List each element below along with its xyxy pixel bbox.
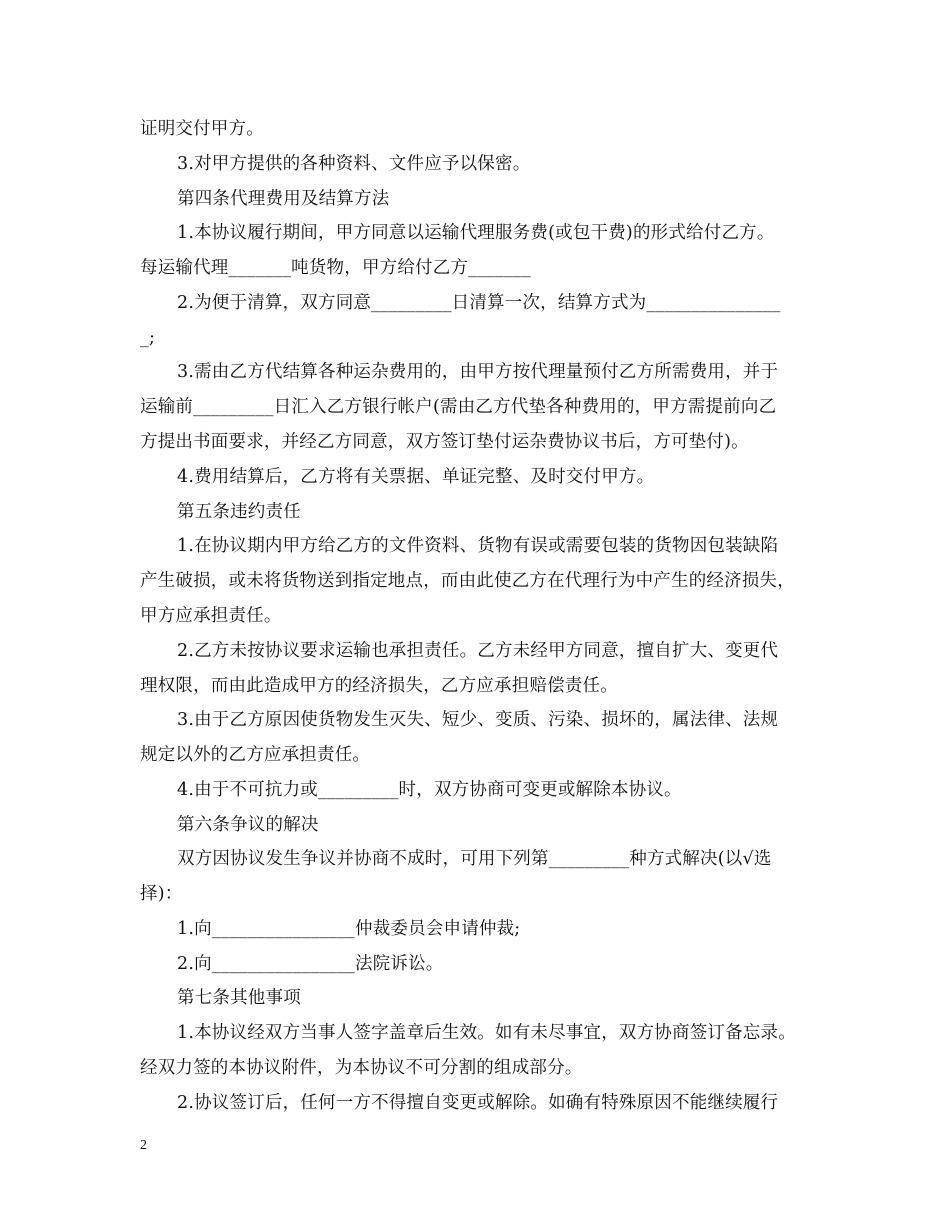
text-line: 3.对甲方提供的各种资料、文件应予以保密。: [177, 154, 531, 174]
section-heading: 第四条代理费用及结算方法: [177, 189, 390, 209]
section-heading: 第七条其他事项: [177, 988, 301, 1008]
text-line: 1.本协议履行期间，甲方同意以运输代理服务费(或包干费)的形式给付乙方。: [177, 223, 775, 243]
text-line: 择)：: [140, 884, 183, 904]
section-heading: 第五条违约责任: [177, 502, 301, 522]
text-line: 产生破损，或未将货物送到指定地点，而由此使乙方在代理行为中产生的经济损失，: [140, 571, 795, 591]
text-line: _;: [140, 328, 156, 348]
text-line: 理权限，而由此造成甲方的经济损失，乙方应承担赔偿责任。: [140, 676, 618, 696]
text-line: 每运输代理_______吨货物，甲方给付乙方_______: [140, 258, 531, 278]
text-line: 经双力签的本协议附件，为本协议不可分割的组成部分。: [140, 1058, 583, 1078]
text-line: 证明交付甲方。: [140, 119, 264, 139]
text-line: 3.由于乙方原因使货物发生灭失、短少、变质、污染、损坏的，属法律、法规: [177, 710, 779, 730]
text-line: 3.需由乙方代结算各种运杂费用的，由甲方按代理量预付乙方所需费用，并于: [177, 362, 779, 382]
text-line: 甲方应承担责任。: [140, 606, 282, 626]
text-line: 1.本协议经双方当事人签字盖章后生效。如有未尽事宜，双方协商签订备忘录。: [177, 1023, 796, 1043]
text-line: 方提出书面要求，并经乙方同意，双方签订垫付运杂费协议书后，方可垫付)。: [140, 432, 749, 452]
text-line: 1.在协议期内甲方给乙方的文件资料、货物有误或需要包装的货物因包装缺陷: [177, 536, 779, 556]
text-line: 2.乙方未按协议要求运输也承担责任。乙方未经甲方同意，擅自扩大、变更代: [177, 641, 779, 661]
text-line: 运输前_________日汇入乙方银行帐户(需由乙方代垫各种费用的，甲方需提前向乙: [140, 397, 777, 417]
text-line: 2.协议签订后，任何一方不得擅自变更或解除。如确有特殊原因不能继续履行: [177, 1093, 779, 1113]
text-line: 2.向________________法院诉讼。: [177, 954, 444, 974]
text-line: 4.由于不可抗力或_________时，双方协商可变更或解除本协议。: [177, 780, 682, 800]
section-heading: 第六条争议的解决: [177, 815, 319, 835]
text-line: 1.向________________仲裁委员会申请仲裁;: [177, 919, 521, 939]
page-number: 2: [140, 1138, 147, 1153]
text-line: 4.费用结算后，乙方将有关票据、单证完整、及时交付甲方。: [177, 467, 655, 487]
text-line: 2.为便于清算，双方同意_________日清算一次，结算方式为_______________: [177, 293, 781, 313]
text-line: 双方因协议发生争议并协商不成时，可用下列第_________种方式解决(以√选: [177, 849, 772, 869]
text-line: 规定以外的乙方应承担责任。: [140, 745, 371, 765]
